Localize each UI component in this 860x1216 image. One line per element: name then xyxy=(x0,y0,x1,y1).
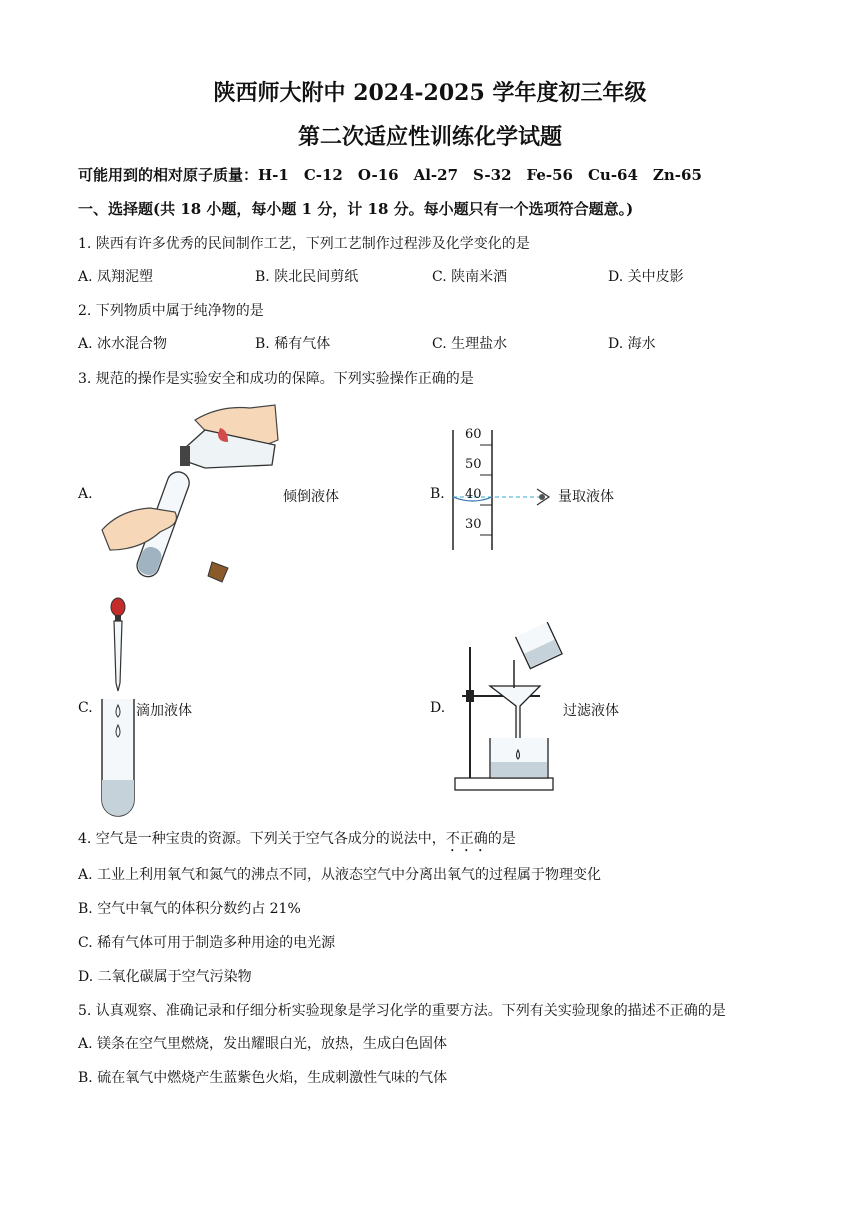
q1-option-a: A. 凤翔泥塑 xyxy=(78,269,154,285)
q2-option-d: D. 海水 xyxy=(608,336,656,352)
q1-option-c: C. 陕南米酒 xyxy=(432,269,508,285)
q4-option-b: B. 空气中氧气的体积分数约占 21% xyxy=(78,901,301,917)
q4-stem-before: 4. 空气是一种宝贵的资源。下列关于空气各成分的说法中， xyxy=(78,831,446,847)
q4-option-c: C. 稀有气体可用于制造多种用途的电光源 xyxy=(78,935,336,951)
q4-stem-after: 的是 xyxy=(487,831,516,847)
q4-option-a: A. 工业上利用氧气和氮气的沸点不同，从液态空气中分离出氧气的过程属于物理变化 xyxy=(78,867,602,883)
dropper-figure xyxy=(98,595,138,820)
q3-option-b-letter: B. xyxy=(430,486,445,502)
exam-title-line1: 陕西师大附中 2024-2025 学年度初三年级 xyxy=(213,80,647,106)
q5-option-a: A. 镁条在空气里燃烧，发出耀眼白光，放热，生成白色固体 xyxy=(78,1036,448,1052)
q3-option-c-letter: C. xyxy=(78,700,93,716)
q1-option-d: D. 关中皮影 xyxy=(608,269,684,285)
q2-stem: 2. 下列物质中属于纯净物的是 xyxy=(78,303,264,319)
q2-option-c: C. 生理盐水 xyxy=(432,336,508,352)
q3-stem: 3. 规范的操作是实验安全和成功的保障。下列实验操作正确的是 xyxy=(78,371,474,387)
q3-option-c-caption: 滴加液体 xyxy=(136,703,192,719)
q4-stem-emphasis: 不正确 xyxy=(445,831,488,847)
q5-stem: 5. 认真观察、准确记录和仔细分析实验现象是学习化学的重要方法。下列有关实验现象的描述不正确的是 xyxy=(78,1003,726,1019)
q4-option-d: D. 二氧化碳属于空气污染物 xyxy=(78,969,252,985)
q3-option-b-caption: 量取液体 xyxy=(558,489,614,505)
tick-label-50: 50 xyxy=(465,457,482,472)
q2-option-a: A. 冰水混合物 xyxy=(78,336,168,352)
q4-stem xyxy=(78,828,516,855)
q1-stem: 1. 陕西有许多优秀的民间制作工艺，下列工艺制作过程涉及化学变化的是 xyxy=(78,236,530,252)
q5-option-b: B. 硫在氧气中燃烧产生蓝紫色火焰，生成刺激性气味的气体 xyxy=(78,1070,448,1086)
section-title: 一、选择题(共 18 小题，每小题 1 分，计 18 分。每小题只有一个选项符合题意。) xyxy=(78,200,634,218)
tick-label-30: 30 xyxy=(465,517,482,532)
q3-option-a-letter: A. xyxy=(78,486,93,502)
q3-option-d-letter: D. xyxy=(430,700,446,716)
q2-option-b: B. 稀有气体 xyxy=(255,336,331,352)
graduated-cylinder-figure xyxy=(445,425,555,555)
tick-label-60: 60 xyxy=(465,427,482,442)
filtration-figure xyxy=(450,622,565,794)
tick-label-40: 40 xyxy=(465,487,482,502)
exam-title-line2: 第二次适应性训练化学试题 xyxy=(297,124,562,150)
q3-option-a-caption: 倾倒液体 xyxy=(283,489,339,505)
q1-option-b: B. 陕北民间剪纸 xyxy=(255,269,359,285)
atomic-masses-line: 可能用到的相对原子质量：H-1 C-12 O-16 Al-27 S-32 Fe-56 Cu-64 Zn-65 xyxy=(78,166,702,184)
pouring-liquid-figure xyxy=(100,400,290,590)
q3-option-d-caption: 过滤液体 xyxy=(563,703,619,719)
